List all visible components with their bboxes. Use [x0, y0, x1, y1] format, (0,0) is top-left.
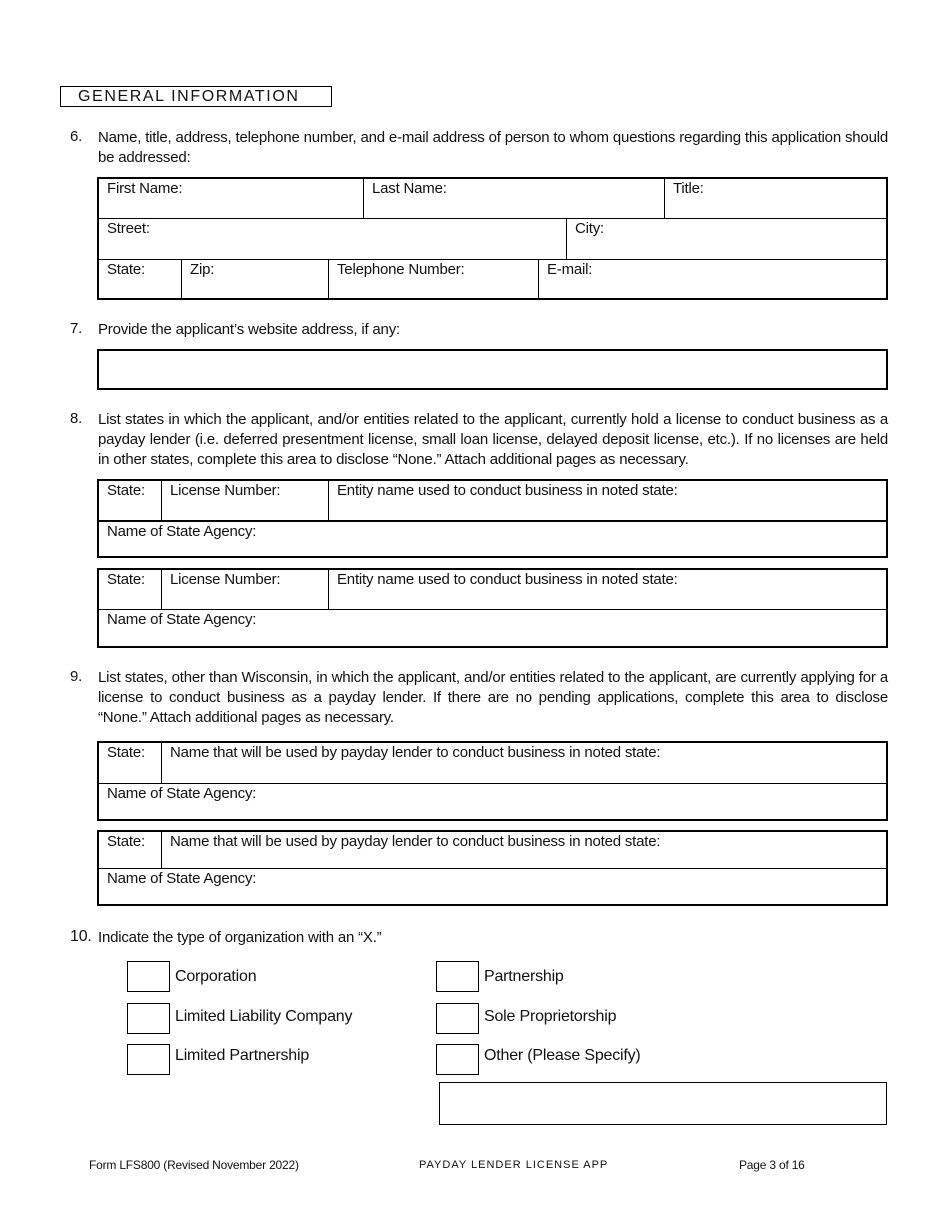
llc-checkbox[interactable] [127, 1003, 170, 1034]
q7-number: 7. [70, 320, 83, 337]
title-field[interactable] [665, 179, 886, 218]
footer-document-title: PAYDAY LENDER LICENSE APP [419, 1159, 609, 1171]
q9-state-label: State: [107, 833, 145, 850]
q9-state-label: State: [107, 744, 145, 761]
q9-number: 9. [70, 668, 83, 685]
website-field[interactable] [97, 349, 888, 390]
email-label: E-mail: [547, 261, 593, 278]
corporation-checkbox[interactable] [127, 961, 170, 992]
footer-page-number: Page 3 of 16 [739, 1158, 805, 1172]
q9-agency-label: Name of State Agency: [107, 870, 257, 887]
q9-name-label: Name that will be used by payday lender to conduct business in noted state: [170, 744, 661, 761]
q9-agency-field[interactable] [99, 784, 886, 819]
q6-contact-table [97, 177, 888, 300]
q9-state-field[interactable] [99, 743, 161, 783]
q9-name-label: Name that will be used by payday lender to conduct business in noted state: [170, 833, 661, 850]
q9-state-field[interactable] [99, 832, 161, 868]
partnership-label: Partnership [484, 968, 564, 985]
limited-partnership-checkbox[interactable] [127, 1044, 170, 1075]
sole-proprietorship-checkbox[interactable] [436, 1003, 479, 1034]
first-name-label: First Name: [107, 180, 183, 197]
sole-proprietorship-label: Sole Proprietorship [484, 1008, 617, 1025]
q9-name-field[interactable] [162, 832, 886, 868]
q8-agency-label: Name of State Agency: [107, 523, 257, 540]
q8-number: 8. [70, 410, 83, 427]
q9-name-field[interactable] [162, 743, 886, 783]
q9-agency-field[interactable] [99, 869, 886, 904]
llc-label: Limited Liability Company [175, 1008, 353, 1025]
q8-agency-field[interactable] [99, 522, 886, 556]
q8-state-label: State: [107, 571, 145, 588]
q8-agency-field[interactable] [99, 610, 886, 646]
q8-license-number-field[interactable] [162, 481, 328, 520]
q9-agency-label: Name of State Agency: [107, 785, 257, 802]
q8-agency-label: Name of State Agency: [107, 611, 257, 628]
q8-license-number-field[interactable] [162, 570, 328, 609]
q6-number: 6. [70, 128, 83, 145]
limited-partnership-label: Limited Partnership [175, 1047, 310, 1064]
email-field[interactable] [539, 260, 886, 300]
q8-entity-name-field[interactable] [329, 481, 886, 520]
q8-state-label: State: [107, 482, 145, 499]
zip-field[interactable] [182, 260, 328, 300]
other-label: Other (Please Specify) [484, 1047, 641, 1064]
city-field[interactable] [567, 219, 886, 259]
q8-state-field[interactable] [99, 481, 161, 520]
zip-label: Zip: [190, 261, 215, 278]
state-field[interactable] [99, 260, 181, 300]
q8-entity-name-label: Entity name used to conduct business in noted state: [337, 571, 678, 588]
first-name-field[interactable] [99, 179, 363, 218]
q9-pending-table-2 [97, 830, 888, 906]
q9-pending-table-1 [97, 741, 888, 821]
q8-text: List states in which the applicant, and/or entities related to the applicant, currently hold a license to conduct business as a payday lender (i.e. deferred presentment license, small loan license, delayed deposit license, etc.). If no licenses are held in other states, complete this area to disclose “None.” Attach additional pages as necessary. [98, 411, 888, 468]
q10-text: Indicate the type of organization with an “X.” [98, 929, 382, 946]
telephone-field[interactable] [329, 260, 538, 300]
q9-text: List states, other than Wisconsin, in which the applicant, and/or entities related to the applicant, are currently applying for a license to conduct business as a payday lender. If there are no pending applications, complete this area to disclose “None.” Attach additional pages as necessary. [98, 669, 888, 726]
q8-license-table-2 [97, 568, 888, 648]
telephone-label: Telephone Number: [337, 261, 465, 278]
q8-state-field[interactable] [99, 570, 161, 609]
q8-entity-name-label: Entity name used to conduct business in noted state: [337, 482, 678, 499]
q8-license-number-label: License Number: [170, 482, 281, 499]
footer-form-number: Form LFS800 (Revised November 2022) [89, 1158, 299, 1172]
corporation-label: Corporation [175, 968, 257, 985]
street-field[interactable] [99, 219, 566, 259]
q10-number: 10. [70, 928, 92, 945]
q8-entity-name-field[interactable] [329, 570, 886, 609]
city-label: City: [575, 220, 605, 237]
street-label: Street: [107, 220, 150, 237]
other-checkbox[interactable] [436, 1044, 479, 1075]
last-name-label: Last Name: [372, 180, 447, 197]
q8-license-table-1 [97, 479, 888, 558]
section-title: GENERAL INFORMATION [60, 86, 332, 107]
other-specify-field[interactable] [439, 1082, 887, 1125]
state-label: State: [107, 261, 145, 278]
q8-license-number-label: License Number: [170, 571, 281, 588]
last-name-field[interactable] [364, 179, 664, 218]
title-label: Title: [673, 180, 704, 197]
q6-text: Name, title, address, telephone number, and e-mail address of person to whom questions regarding this application should be addressed: [98, 129, 888, 166]
q7-text: Provide the applicant’s website address, if any: [98, 321, 400, 338]
partnership-checkbox[interactable] [436, 961, 479, 992]
